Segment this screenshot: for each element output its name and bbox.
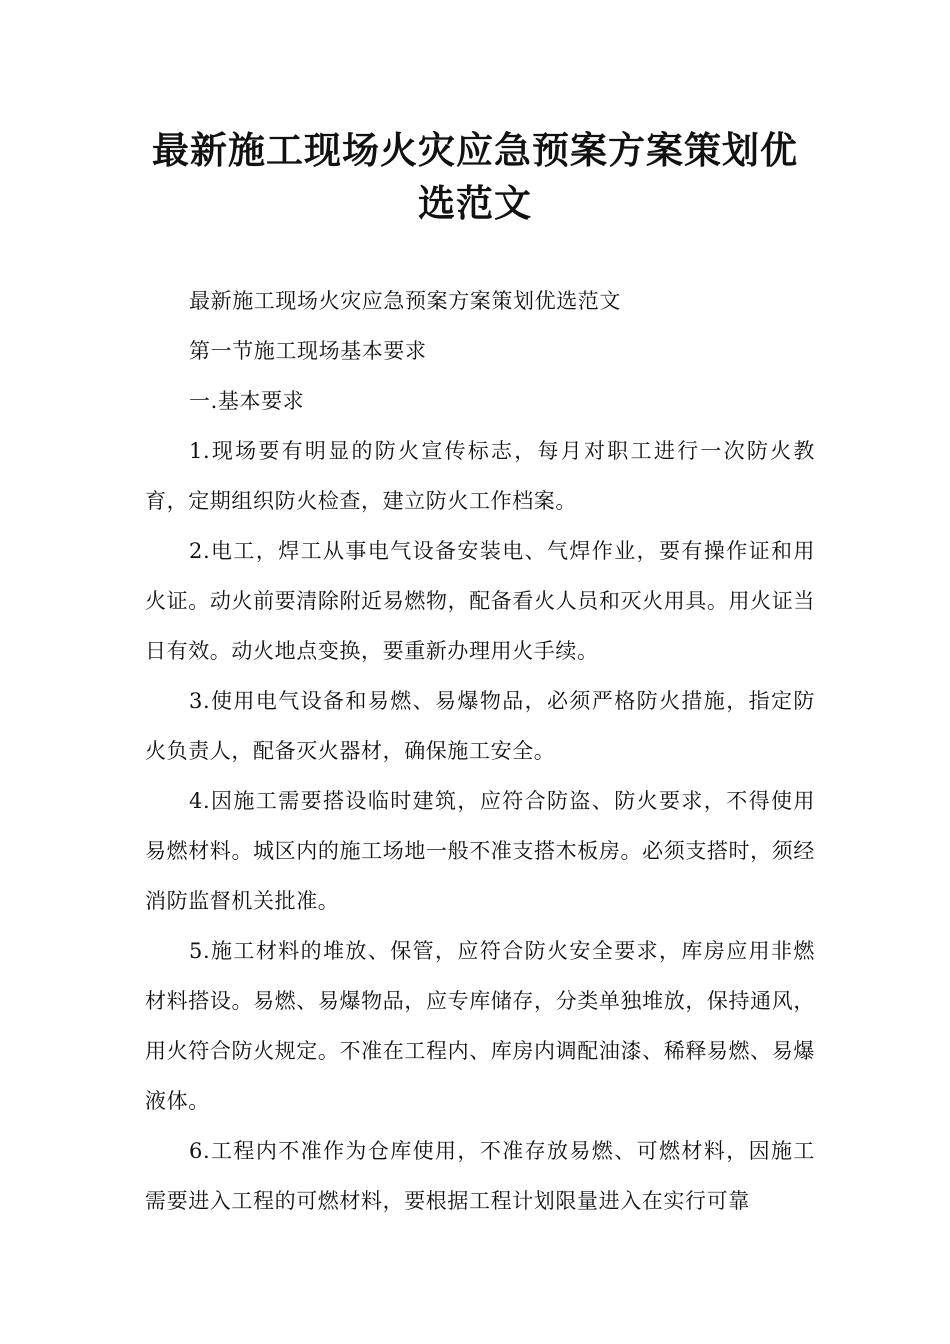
document-title-line-2: 选范文 [418,181,532,225]
paragraph-item-6: 6.工程内不准作为仓库使用，不准存放易燃、可燃材料，因施工需要进入工程的可燃材料，要根据工程计划限量进入在实行可靠 [145,1139,815,1213]
document-body [145,276,815,1226]
paragraph-item-1: 1.现场要有明显的防火宣传标志，每月对职工进行一次防火教育，定期组织防火检查，建立防火工作档案。 [145,439,815,513]
document-title-line-1: 最新施工现场火灾应急预案方案策划优 [152,128,798,172]
document-title [100,124,850,230]
paragraph-item-4: 4.因施工需要搭设临时建筑，应符合防盗、防火要求，不得使用易燃材料。城区内的施工场地一般不准支搭木板房。必须支搭时，须经消防监督机关批准。 [145,789,815,913]
paragraph-subsection-heading: 一.基本要求 [189,389,305,413]
paragraph-subtitle: 最新施工现场火灾应急预案方案策划优选范文 [189,289,621,313]
paragraph-item-2: 2.电工，焊工从事电气设备安装电、气焊作业，要有操作证和用火证。动火前要清除附近易燃物，配备看火人员和灭火用具。用火证当日有效。动火地点变换，要重新办理用火手续。 [145,539,815,663]
paragraph-section-heading: 第一节施工现场基本要求 [189,339,427,363]
paragraph-item-3: 3.使用电气设备和易燃、易爆物品，必须严格防火措施，指定防火负责人，配备灭火器材，确保施工安全。 [145,689,815,763]
paragraph-item-5: 5.施工材料的堆放、保管，应符合防火安全要求，库房应用非燃材料搭设。易燃、易爆物品，应专库储存，分类单独堆放，保持通风，用火符合防火规定。不准在工程内、库房内调配油漆、稀释易燃、易爆液体。 [145,939,815,1113]
